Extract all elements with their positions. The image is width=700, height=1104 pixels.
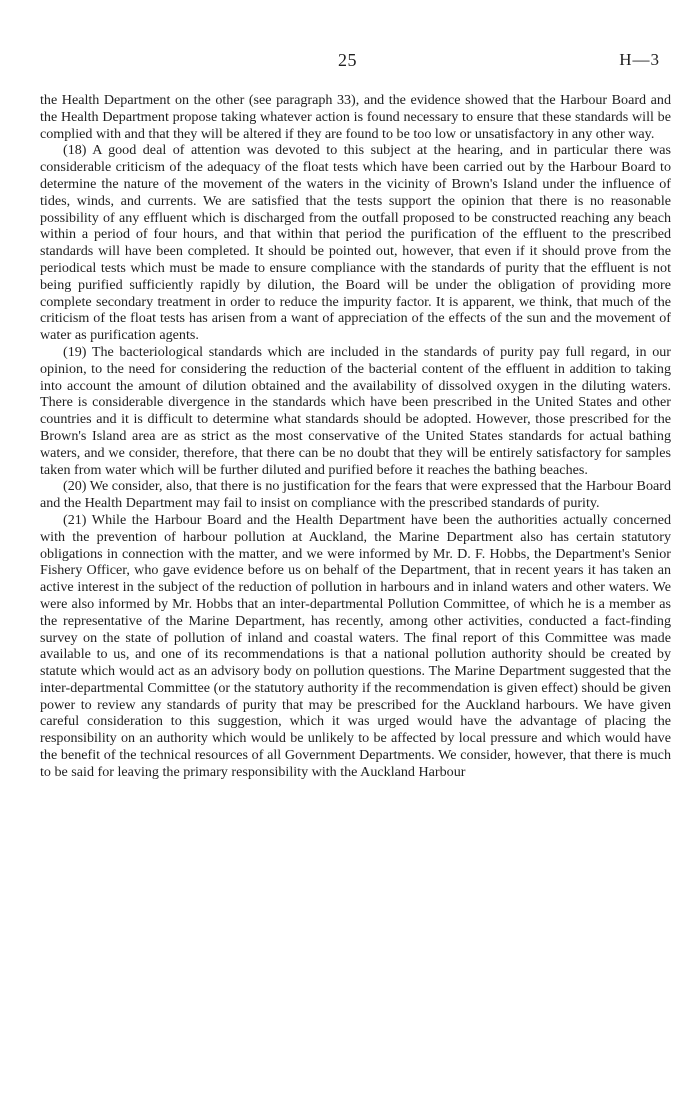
page-header — [0, 50, 700, 74]
paragraph-21: (21) While the Harbour Board and the Health Department have been the authorities actually concerned with the prevention of harbour pollution at Auckland, the Marine Department also has certain statutory obligations in connection with the matter, and we were informed by Mr. D. F. Hobbs, the Department's Senior Fishery Officer, who gave evidence before us on behalf of the Department, that in recent years it has taken an active interest in the subject of the reduction of pollution in harbours and in inland waters and other waters. We were also informed by Mr. Hobbs that an inter-departmental Pollution Committee, of which he is a member as the representative of the Marine Department, has recently, among other activities, conducted a fact-finding survey on the state of pollution of inland and coastal waters. The final report of this Committee was made available to us, and one of its recommendations is that a national pollution authority should be created by statute which would act as an advisory body on pollution questions. The Marine Department suggested that the inter-departmental Committee (or the statutory authority if the recommendation is given effect) should be given power to review any standards of purity that may be prescribed for the Auckland harbours. We have given careful consideration to this suggestion, which it was urged would have the advantage of placing the responsibility on an authority which would be unlikely to be affected by local pressure and which would have the benefit of the technical resources of all Government Departments. We consider, however, that there is much to be said for leaving the primary responsibility with the Auckland Harbour — [40, 511, 671, 780]
paragraph-18: (18) A good deal of attention was devoted to this subject at the hearing, and in particular there was considerable criticism of the adequacy of the float tests which have been carried out by the Harbour Board to determine the nature of the movement of the waters in the vicinity of Brown's Island under the influence of tides, winds, and currents. We are satisfied that the tests support the opinion that there is no reasonable possibility of any effluent which is discharged from the outfall proposed to be constructed reaching any beach within a period of four hours, and that within that period the purification of the effluent to the prescribed standards will have been completed. It should be pointed out, however, that even if it should prove from the periodical tests which must be made to ensure compliance with the standards of purity that the effluent is not being purified sufficiently rapidly by dilution, the Board will be under the obligation of providing more complete secondary treatment in order to reduce the impurity factor. It is apparent, we think, that much of the criticism of the float tests has arisen from a want of appreciation of the effects of the sun and the movement of water as purification agents. — [40, 142, 671, 344]
paper-number: H—3 — [619, 50, 660, 69]
page-number: 25 — [338, 50, 357, 70]
paragraph-continuation: the Health Department on the other (see paragraph 33), and the evidence showed that the Harbour Board and the Health Department propose taking whatever action is found necessary to ensure that these standards will be complied with and that they will be altered if they are found to be too low or unsatisfactory in any other way. — [40, 92, 671, 142]
paragraph-20: (20) We consider, also, that there is no justification for the fears that were expressed that the Harbour Board and the Health Department may fail to insist on compliance with the prescribed standards of purity. — [40, 478, 671, 512]
body-text — [40, 92, 671, 781]
paragraph-19: (19) The bacteriological standards which are included in the standards of purity pay full regard, in our opinion, to the need for considering the reduction of the bacterial content of the effluent in addition to taking into account the amount of dilution obtained and the availability of dissolved oxygen in the diluting waters. There is considerable divergence in the standards which have been prescribed in the United States and other countries and it is difficult to determine what standards should be adopted. However, those prescribed for the Brown's Island area are as strict as the most conservative of the United States standards for actual bathing waters, and we consider, therefore, that there can be no doubt that they will be entirely satisfactory for samples taken from water which will be further diluted and purified before it reaches the bathing beaches. — [40, 343, 671, 478]
